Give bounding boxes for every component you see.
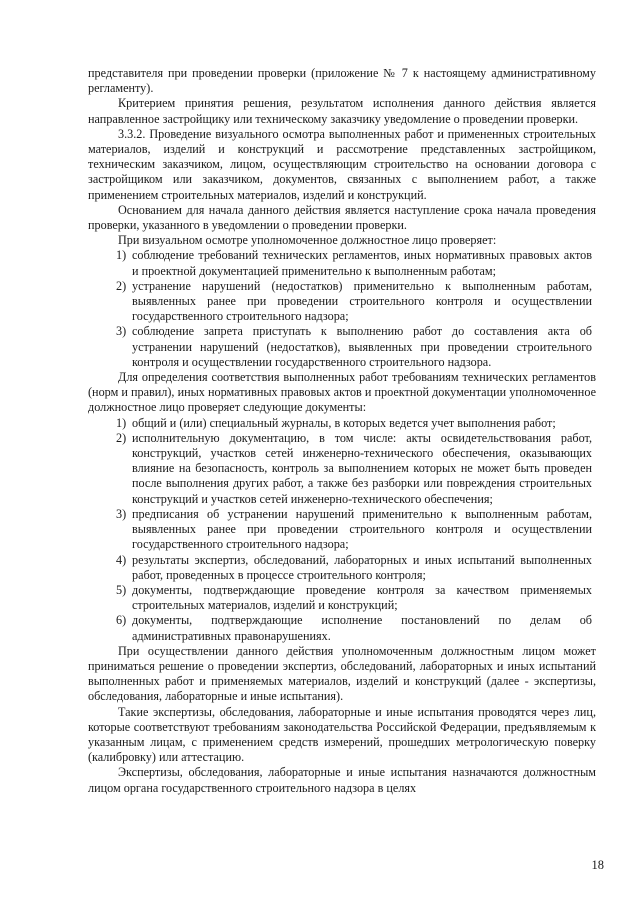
inspection-checklist [88, 248, 596, 370]
list-item-number: 2) [116, 278, 127, 293]
list-item-number: 3) [116, 506, 127, 521]
paragraph-visual-inspection-intro: При визуальном осмотре уполномоченное должностное лицо проверяет: [118, 233, 497, 248]
paragraph-continuation: представителя при проведении проверки (приложение № 7 к настоящему административному регламенту). [88, 66, 596, 96]
list-item [88, 431, 596, 507]
list-item [88, 248, 596, 278]
paragraph-expertise-decision: При осуществлении данного действия уполномоченным должностным лицом может приниматься решение о проведении экспертиз, обследований, лабораторных и иных испытаний выполненных работ и применяемых материалов, изделий и конструкций (далее - экспертизы, обследования, лабораторные и иные испытания). [88, 643, 596, 704]
list-item-number: 1) [116, 248, 127, 263]
page-number: 18 [591, 858, 604, 872]
list-item-text: предписания об устранении нарушений применительно к выполненным работам, выявленных ранее при проведении строительного контроля и осуществлении государственного строительного надзора; [132, 506, 592, 552]
list-item [88, 324, 596, 370]
list-item-number: 1) [116, 415, 127, 430]
list-item-text: общий и (или) специальный журналы, в которых ведется учет выполнения работ; [132, 415, 556, 430]
list-item-number: 3) [116, 324, 127, 339]
list-item-text: документы, подтверждающие проведение контроля за качеством применяемых строительных материалов, изделий и конструкций; [132, 582, 592, 613]
paragraph-decision-criterion: Критерием принятия решения, результатом исполнения данного действия является направленное застройщику или техническому заказчику уведомление о проведении проверки. [88, 96, 596, 126]
list-item-text: результаты экспертиз, обследований, лабораторных и иных испытаний выполненных работ, проведенных в процессе строительного контроля; [132, 552, 592, 582]
list-item-text: соблюдение требований технических регламентов, иных нормативных правовых актов и проектной документацией применительно к выполненным работам; [132, 248, 592, 278]
list-item-number: 4) [116, 552, 127, 567]
paragraph-basis: Основанием для начала данного действия является наступление срока начала проведения проверки, указанного в уведомлении о проведении проверки. [88, 202, 596, 233]
list-item-text: документы, подтверждающие исполнение постановлений по делам об административных правонарушениях. [132, 613, 592, 643]
paragraph-expertise-conduct: Такие экспертизы, обследования, лабораторные и иные испытания проводятся через лиц, которые соответствуют требованиям законодательства Российской Федерации, предъявляемым к указанным лицам, с применением средств измерений, прошедших метрологическую поверку (калибровку) или аттестацию. [88, 704, 596, 765]
list-item-text: устранение нарушений (недостатков) применительно к выполненным работам, выявленных ранее при проведении строительного контроля и осуществлении государственного строительного надзора; [132, 278, 592, 324]
list-item-number: 2) [116, 430, 127, 445]
list-item [88, 613, 596, 643]
paragraph-documents-intro: Для определения соответствия выполненных работ требованиям технических регламентов (норм и правил), иных нормативных правовых актов и проектной документации уполномоченное должностное лицо проверяет следующие документы: [88, 370, 596, 415]
list-item-number: 5) [116, 582, 127, 597]
list-item-text: соблюдение запрета приступать к выполнению работ до составления акта об устранении нарушений (недостатков), выявленных при проведении строительного контроля и осуществлении государственного строительного надзора. [132, 324, 592, 369]
list-item-text: исполнительную документацию, в том числе: акты освидетельствования работ, конструкций, участков сетей инженерно-технического обеспечения, оказывающих влияние на безопасность, контроль за выполнением которых не может быть проведен после выполнения других работ, а также без разборки или повреждения строительных конструкций и участков сетей инженерно-технического обеспечения; [132, 430, 592, 506]
paragraph-section-3-3-2: 3.3.2. Проведение визуального осмотра выполненных работ и примененных строительных материалов, изделий и конструкций и рассмотрение представленных застройщиком, техническим заказчиком, лицом, осуществляющим строительство на основании договора с застройщиком или заказчиком, документов, связанных с выполнением работ, а также применением строительных материалов, изделий и конструкций. [88, 126, 596, 202]
list-item [88, 416, 596, 431]
list-item [88, 553, 596, 583]
list-item-number: 6) [116, 613, 127, 628]
documents-checklist [88, 416, 596, 644]
list-item [88, 279, 596, 325]
document-page [88, 66, 596, 796]
list-item [88, 583, 596, 613]
list-item [88, 507, 596, 553]
paragraph-expertise-assignment: Экспертизы, обследования, лабораторные и иные испытания назначаются должностным лицом органа государственного строительного надзора в целях [88, 765, 596, 795]
